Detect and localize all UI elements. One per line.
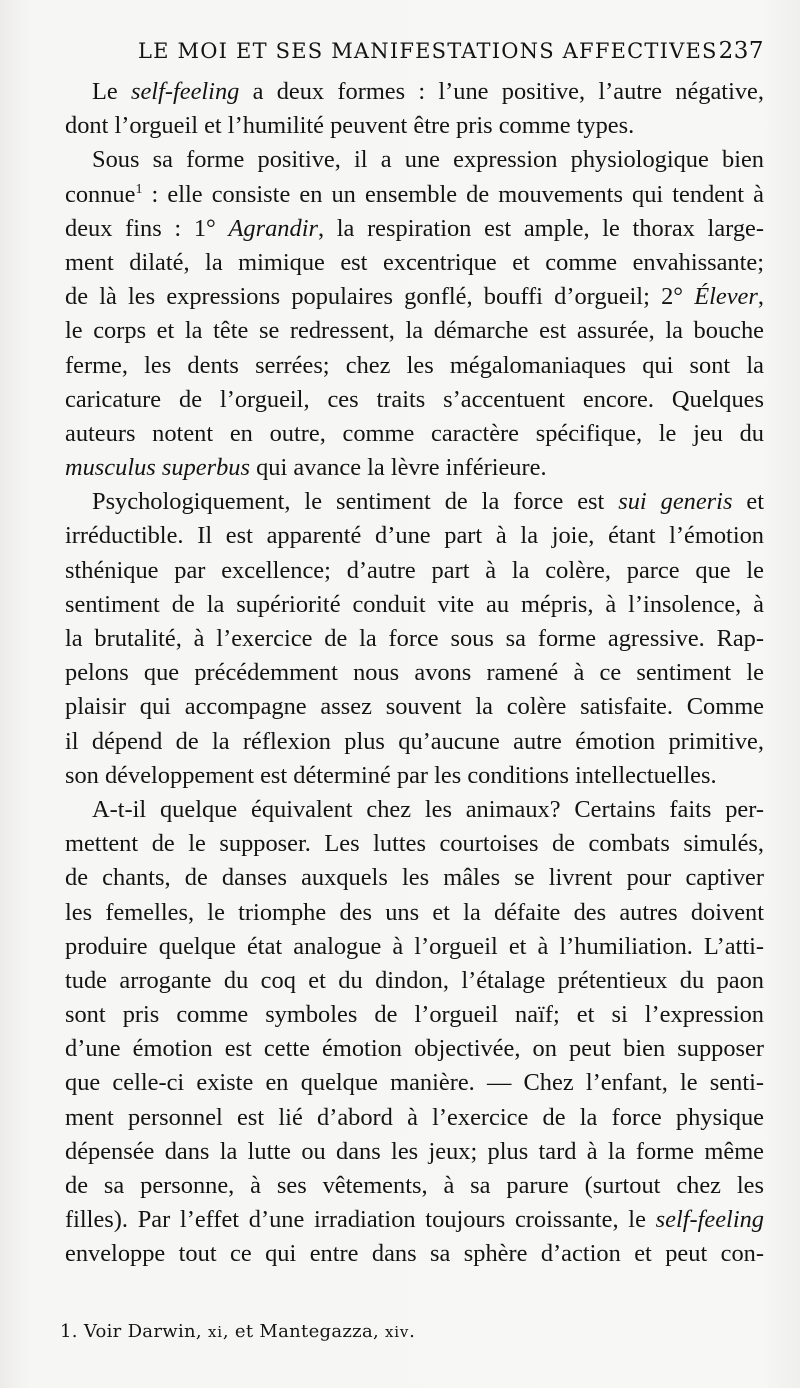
text-line: dont l’orgueil et l’humilité peuvent être pris comme types. <box>65 112 635 140</box>
text-line: Le self-feeling a deux formes : l’une positive, l’autre négative, <box>92 78 764 105</box>
text-line: de chants, de danses auxquels les mâles se livrent pour captiver <box>65 864 764 892</box>
text-line: tude arrogante du coq et du dindon, l’étalage prétentieux du paon <box>65 966 764 994</box>
text-line: irréductible. Il est apparenté d’une part à la joie, étant l’émotion <box>65 522 764 550</box>
text-line: caricature de l’orgueil, ces traits s’accentuent encore. Quelques <box>65 385 764 413</box>
text-line: de là les expressions populaires gonflé, bouffi d’orgueil; 2° Élever, <box>65 283 764 311</box>
paragraph <box>38 793 764 1272</box>
footnote-ref-darwin: xi <box>207 1323 223 1341</box>
running-title: LE MOI ET SES MANIFESTATIONS AFFECTIVES <box>138 39 718 63</box>
text-line: enveloppe tout ce qui entre dans sa sphère d’action et peut con- <box>65 1240 764 1268</box>
text-line: A-t-il quelque équivalent chez les animaux? Certains faits per- <box>92 795 764 823</box>
footnote-text-middle: , et Mantegazza, <box>222 1321 379 1342</box>
italic-term: self-feeling <box>130 78 240 105</box>
text-line: sentiment de la supériorité conduit vite au mépris, à l’insolence, à <box>65 590 764 618</box>
footnote-text-after: . <box>409 1321 416 1342</box>
italic-term: Élever <box>694 283 758 311</box>
text-line: son développement est déterminé par les conditions intellectuelles. <box>65 761 717 789</box>
text-line: de sa personne, à ses vêtements, à sa parure (surtout chez les <box>65 1172 764 1199</box>
text-line: plaisir qui accompagne assez souvent la colère satisfaite. Comme <box>65 693 764 721</box>
body-text <box>38 75 764 1272</box>
text-line: produire quelque état analogue à l’orgueil et à l’humiliation. L’atti- <box>65 932 764 960</box>
footnote-text-before: Voir Darwin, <box>83 1321 202 1342</box>
text-line: auteurs notent en outre, comme caractère spécifique, le jeu du <box>65 419 764 447</box>
text-line: Sous sa forme positive, il a une expression physiologique bien <box>92 146 764 174</box>
paragraph <box>38 75 764 143</box>
text-line: deux fins : 1° Agrandir, la respiration est ample, le thorax large- <box>65 214 764 242</box>
footnote-marker: 1 <box>135 181 143 197</box>
text-line: ment personnel est lié d’abord à l’exercice de la force physique <box>65 1103 764 1131</box>
footnote-number: 1. <box>60 1321 78 1342</box>
text-line: les femelles, le triomphe des uns et la défaite des autres doivent <box>65 898 764 926</box>
text-line: sthénique par excellence; d’autre part à la colère, parce que le <box>65 556 764 584</box>
text-line: que celle-ci existe en quelque manière. — Chez l’enfant, le senti- <box>65 1069 764 1097</box>
page-number: 237 <box>718 38 764 64</box>
italic-term: musculus superbus <box>65 454 250 482</box>
text-line: pelons que précédemment nous avons ramené à ce sentiment le <box>65 659 764 687</box>
italic-term: sui generis <box>618 488 733 516</box>
paragraph <box>38 143 764 485</box>
text-line: filles). Par l’effet d’une irradiation toujours croissante, le self-feeling <box>65 1206 764 1234</box>
text-line: connue$^1$ : elle consiste en un ensemble de mouvements qui tendent à <box>65 180 764 208</box>
text-line: dépensée dans la lutte ou dans les jeux; plus tard à la forme même <box>65 1137 764 1165</box>
footnote <box>60 1321 415 1342</box>
footnote-ref-mantegazza: xiv <box>385 1323 410 1341</box>
text-line: le corps et la tête se redressent, la démarche est assurée, la bouche <box>65 317 764 345</box>
text-line: ferme, les dents serrées; chez les mégalomaniaques qui sont la <box>65 351 764 379</box>
paragraph <box>38 485 764 793</box>
text-line: d’une émotion est cette émotion objectivée, on peut bien supposer <box>65 1035 764 1063</box>
text-line: mettent de le supposer. Les luttes courtoises de combats simulés, <box>65 830 764 858</box>
italic-term: self-feeling <box>655 1206 764 1234</box>
text-line: la brutalité, à l’exercice de la force sous sa forme agressive. Rap- <box>65 625 764 652</box>
italic-term: Agrandir <box>228 214 318 242</box>
text-line: ment dilaté, la mimique est excentrique et comme envahissante; <box>65 248 764 276</box>
text-line: Psychologiquement, le sentiment de la force est sui generis et <box>92 488 764 516</box>
text-line: sont pris comme symboles de l’orgueil naïf; et si l’expression <box>65 1001 764 1029</box>
text-line: musculus superbus qui avance la lèvre inférieure. <box>65 454 547 482</box>
text-line: il dépend de la réflexion plus qu’aucune autre émotion primitive, <box>65 727 764 755</box>
running-head <box>138 34 764 68</box>
